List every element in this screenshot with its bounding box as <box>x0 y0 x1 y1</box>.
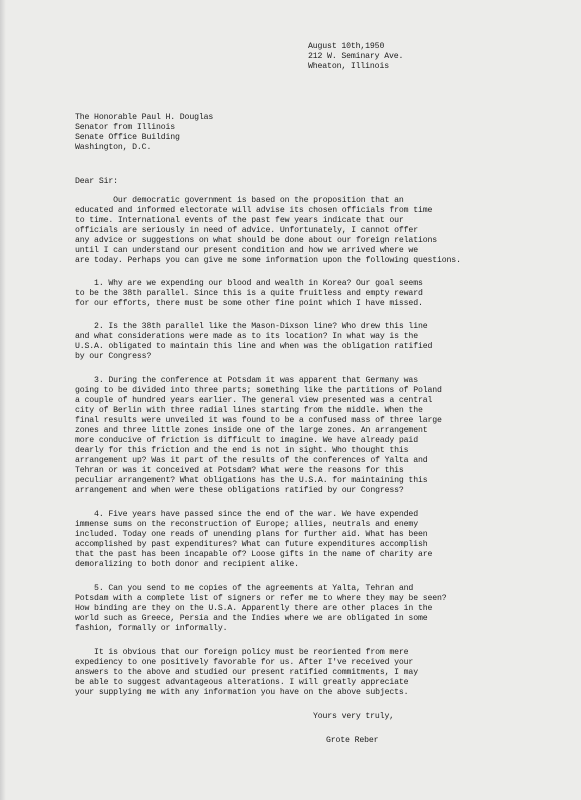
body-line: arrangement and when were these obligations ratified by our Congress? <box>75 486 404 495</box>
sender-city: Wheaton, Illinois <box>308 62 389 71</box>
addressee-name: The Honorable Paul H. Douglas <box>75 113 214 122</box>
addressee-building: Senate Office Building <box>75 133 180 142</box>
body-line: accomplished by past expenditures? What can future expenditures accomplish <box>75 540 428 549</box>
body-line: fashion, formally or informally. <box>75 624 228 633</box>
complimentary-close: Yours very truly, <box>313 712 394 721</box>
body-line: expediency to one positively favorable for us. After I've received your <box>75 658 414 667</box>
body-line: until I can understand our present condition and how we arrived where we <box>75 246 418 255</box>
body-line: final results were unveiled it was found to be a confused mass of three large <box>75 416 442 425</box>
body-line: Our democratic government is based on the proposition that an <box>75 196 404 205</box>
body-line: zones and three little zones inside one of the large zones. An arrangement <box>75 426 428 435</box>
body-line: demoralizing to both donor and recipient alike. <box>75 560 299 569</box>
body-line: Tehran or was it conceived at Potsdam? What were the reasons for this <box>75 466 404 475</box>
body-line: any advice or suggestions on what should be done about our foreign relations <box>75 236 438 245</box>
letter-date: August 10th,1950 <box>308 42 385 51</box>
body-line: be able to suggest advantageous alterations. I will greatly appreciate <box>75 678 409 687</box>
body-line: 4. Five years have passed since the end of the war. We have expended <box>75 510 418 519</box>
body-line: 3. During the conference at Potsdam it was apparent that Germany was <box>75 376 418 385</box>
body-line: to be the 38th parallel. Since this is a quite fruitless and empty reward <box>75 289 423 298</box>
addressee-title: Senator from Illinois <box>75 123 176 132</box>
body-line: Potsdam with a complete list of signers or refer me to where they may be seen? <box>75 594 447 603</box>
body-line: arrangement up? Was it part of the results of the conferences of Yalta and <box>75 456 428 465</box>
body-line: 1. Why are we expending our blood and wealth in Korea? Our goal seems <box>75 279 423 288</box>
body-line: by our Congress? <box>75 352 152 361</box>
body-line: city of Berlin with three radial lines starting from the middle. When the <box>75 406 423 415</box>
body-line: 2. Is the 38th parallel like the Mason-Dixson line? Who drew this line <box>75 322 428 331</box>
body-line: a couple of hundred years earlier. The general view presented was a central <box>75 396 433 405</box>
body-line: peculiar arrangement? What obligations has the U.S.A. for maintaining this <box>75 476 428 485</box>
body-line: more conducive of friction is difficult to imagine. We have already paid <box>75 436 418 445</box>
body-line: educated and informed electorate will advise its chosen officials from time <box>75 206 433 215</box>
body-line: world such as Greece, Persia and the Indies where we are obligated in some <box>75 614 428 623</box>
body-line: dearly for this friction and the end is not in sight. Who thought this <box>75 446 409 455</box>
body-line: that the past has been incapable of? Loose gifts in the name of charity are <box>75 550 433 559</box>
body-line: 5. Can you send to me copies of the agreements at Yalta, Tehran and <box>75 584 414 593</box>
scan-edge-shadow <box>0 0 6 800</box>
body-line: immense sums on the reconstruction of Europe; allies, neutrals and enemy <box>75 520 418 529</box>
salutation: Dear Sir: <box>75 177 118 186</box>
body-line: officials are seriously in need of advice. Unfortunately, I cannot offer <box>75 226 418 235</box>
signature-name: Grote Reber <box>326 736 379 745</box>
body-line: and what considerations were made as to its location? In what way is the <box>75 332 418 341</box>
body-line: are today. Perhaps you can give me some information upon the following questions. <box>75 256 461 265</box>
body-line: U.S.A. obligated to maintain this line and when was the obligation ratified <box>75 342 433 351</box>
body-line: for our efforts, there must be some other fine point which I have missed. <box>75 299 423 308</box>
body-line: It is obvious that our foreign policy must be reoriented from mere <box>75 648 409 657</box>
body-line: included. Today one reads of unending plans for further aid. What has been <box>75 530 428 539</box>
body-line: going to be divided into three parts; something like the partitions of Poland <box>75 386 442 395</box>
body-line: answers to the above and studied our present ratified commitments, I may <box>75 668 418 677</box>
addressee-city: Washington, D.C. <box>75 143 152 152</box>
sender-street: 212 W. Seminary Ave. <box>308 52 404 61</box>
body-line: to time. International events of the past few years indicate that our <box>75 216 404 225</box>
body-line: How binding are they on the U.S.A. Apparently there are other places in the <box>75 604 433 613</box>
body-line: your supplying me with any information you have on the above subjects. <box>75 688 409 697</box>
